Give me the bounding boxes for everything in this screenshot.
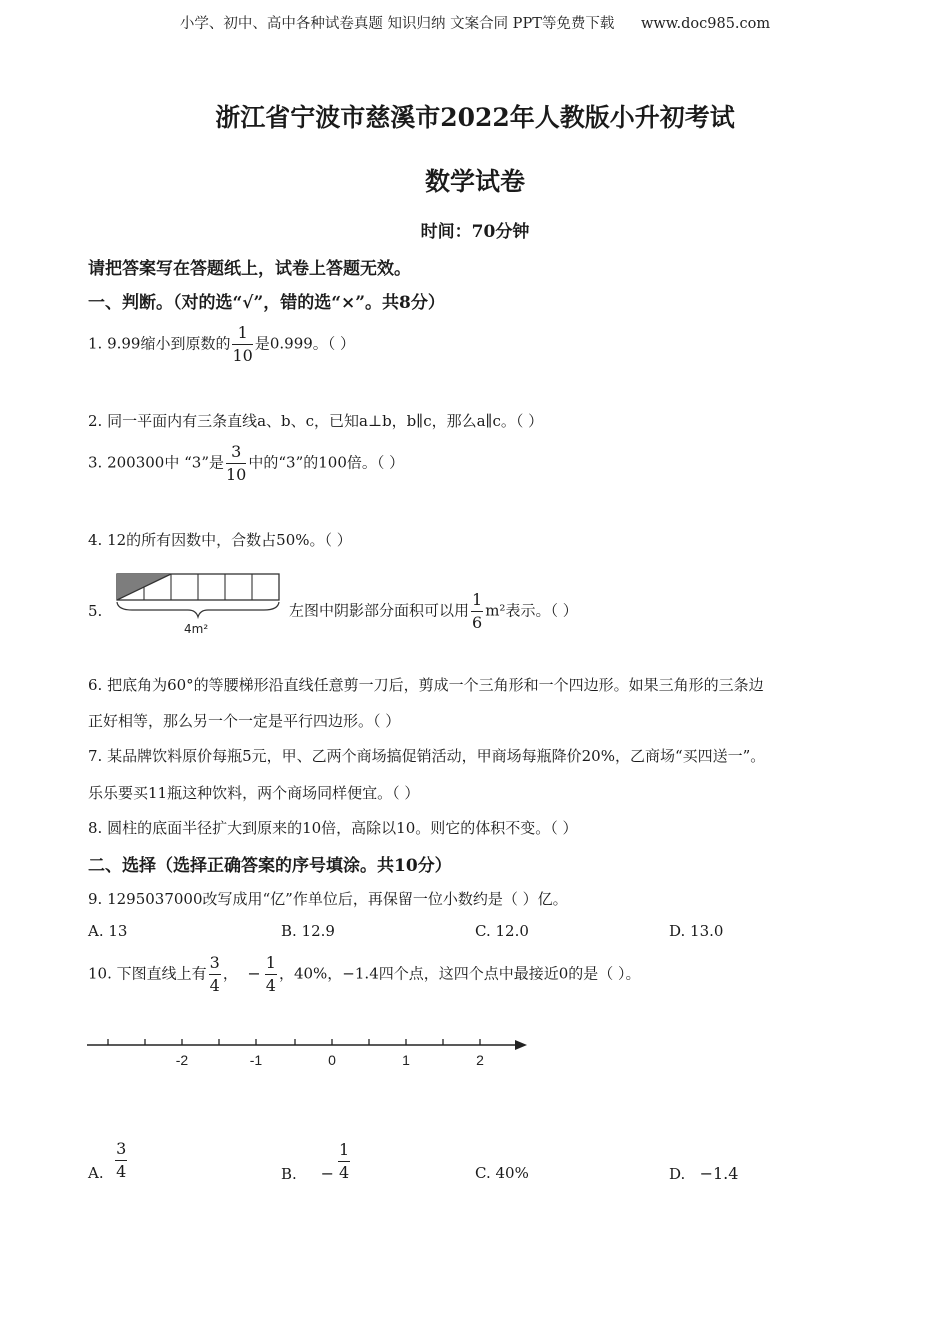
q10-f1-den: 4: [209, 976, 220, 995]
section2-heading: 二、选择（选择正确答案的序号填涂。共10分）: [88, 856, 452, 876]
q10-f2-den: 4: [265, 976, 276, 995]
q3-fraction-den: 10: [226, 465, 247, 484]
number-line-ticks: [108, 1039, 484, 1068]
q1-fraction: [232, 325, 252, 364]
q10-option-d-value: −1.4: [699, 1164, 739, 1183]
question-1: [88, 325, 355, 364]
exam-title: 浙江省宁波市慈溪市2022年人教版小升初考试: [215, 103, 735, 132]
q3-text-post: 中的“3”的100倍。（ ）: [248, 453, 405, 472]
q10-option-d-label: D.: [669, 1165, 686, 1183]
q10-option-a-fraction: [115, 1138, 127, 1181]
q10-option-d[interactable]: [669, 1164, 738, 1183]
page-header: [0, 12, 950, 33]
header-site[interactable]: www.doc985.com: [640, 16, 771, 32]
q10-text-post: ，40%，−1.4四个点，这四个点中最接近0的是（ ）。: [278, 964, 641, 983]
q5-fraction-den: 6: [472, 613, 483, 632]
q10-option-b-sign: −: [320, 1164, 335, 1183]
q3-fraction: [226, 444, 246, 483]
exam-time: 时间：70分钟: [420, 222, 530, 242]
q10-option-a[interactable]: [88, 1138, 129, 1182]
number-line-label: 1: [402, 1052, 410, 1068]
question-9: 9. 1295037000改写成用“亿”作单位后，再保留一位小数约是（ ）亿。: [88, 890, 568, 908]
question-10: [88, 955, 641, 994]
q5-brace: [117, 602, 279, 617]
number-line: [85, 1030, 535, 1075]
q9-option-d[interactable]: D. 13.0: [669, 922, 724, 940]
q3-text-pre: 3. 200300中 “3”是: [88, 453, 224, 472]
q10-text-pre: 10. 下图直线上有: [88, 964, 207, 983]
q10-option-b[interactable]: [281, 1139, 352, 1183]
question-6-line2: 正好相等，那么另一个一定是平行四边形。（ ）: [88, 712, 401, 730]
question-2: 2. 同一平面内有三条直线a、b、c，已知a⊥b，b∥c，那么a∥c。（ ）: [88, 412, 544, 430]
question-8: 8. 圆柱的底面半径扩大到原来的10倍，高除以10。则它的体积不变。（ ）: [88, 819, 578, 837]
q1-text-post: 是0.999。（ ）: [254, 334, 356, 353]
q10-f1-num: 3: [209, 955, 221, 975]
number-line-label: -1: [249, 1052, 263, 1068]
q1-fraction-num: 1: [232, 325, 252, 345]
question-7-line1: 7. 某品牌饮料原价每瓶5元，甲、乙两个商场搞促销活动，甲商场每瓶降价20%，乙商场“买四送一”。: [88, 747, 766, 765]
q10-option-a-num: 3: [115, 1141, 127, 1161]
q10-option-b-den: 4: [339, 1162, 350, 1182]
q1-fraction-den: 10: [232, 346, 253, 365]
q10-option-b-label: B.: [281, 1165, 297, 1183]
question-3: [88, 444, 404, 483]
q10-option-a-label: A.: [88, 1164, 104, 1182]
number-line-label: -2: [175, 1052, 189, 1068]
header-text: 小学、初中、高中各种试卷真题 知识归纳 文案合同 PPT等免费下载: [179, 16, 615, 32]
section1-heading: 一、判断。（对的选“√”，错的选“×”。共8分）: [88, 293, 445, 313]
q5-fraction: [471, 592, 483, 631]
question-5-number: 5.: [88, 602, 103, 620]
q10-f2-sign: −: [247, 963, 261, 983]
q5-fraction-num: 1: [471, 592, 483, 612]
q1-text-pre: 1. 9.99缩小到原数的: [88, 334, 231, 353]
q9-option-b[interactable]: B. 12.9: [281, 922, 335, 940]
q10-option-b-fraction: [338, 1139, 350, 1182]
q5-rectangle-figure: [112, 570, 284, 640]
q10-fraction-2: [265, 955, 277, 994]
q5-text-post: m²表示。（ ）: [485, 601, 578, 620]
instruction: 请把答案写在答题纸上，试卷上答题无效。: [88, 259, 411, 279]
q9-option-c[interactable]: C. 12.0: [475, 922, 529, 940]
q5-text-pre: 左图中阴影部分面积可以用: [289, 601, 470, 620]
q10-option-b-num: 1: [338, 1142, 350, 1162]
question-5: [289, 592, 578, 631]
q5-figure-label: 4m²: [184, 622, 209, 636]
q9-option-a[interactable]: A. 13: [88, 922, 128, 940]
q10-f2-num: 1: [265, 955, 277, 975]
q10-option-a-den: 4: [116, 1161, 127, 1181]
question-6-line1: 6. 把底角为60°的等腰梯形沿直线任意剪一刀后，剪成一个三角形和一个四边形。如果三角形的三条边: [88, 676, 764, 694]
number-line-label: 2: [476, 1052, 484, 1068]
number-line-arrow: [515, 1040, 527, 1050]
exam-subtitle: 数学试卷: [424, 167, 525, 196]
q10-option-c[interactable]: C. 40%: [475, 1164, 529, 1182]
q10-sep: ，: [222, 964, 238, 983]
number-line-label: 0: [328, 1052, 336, 1068]
question-7-line2: 乐乐要买11瓶这种饮料，两个商场同样便宜。（ ）: [88, 784, 420, 802]
question-4: 4. 12的所有因数中，合数占50%。（ ）: [88, 531, 352, 549]
q10-fraction-1: [209, 955, 221, 994]
q3-fraction-num: 3: [226, 444, 246, 464]
